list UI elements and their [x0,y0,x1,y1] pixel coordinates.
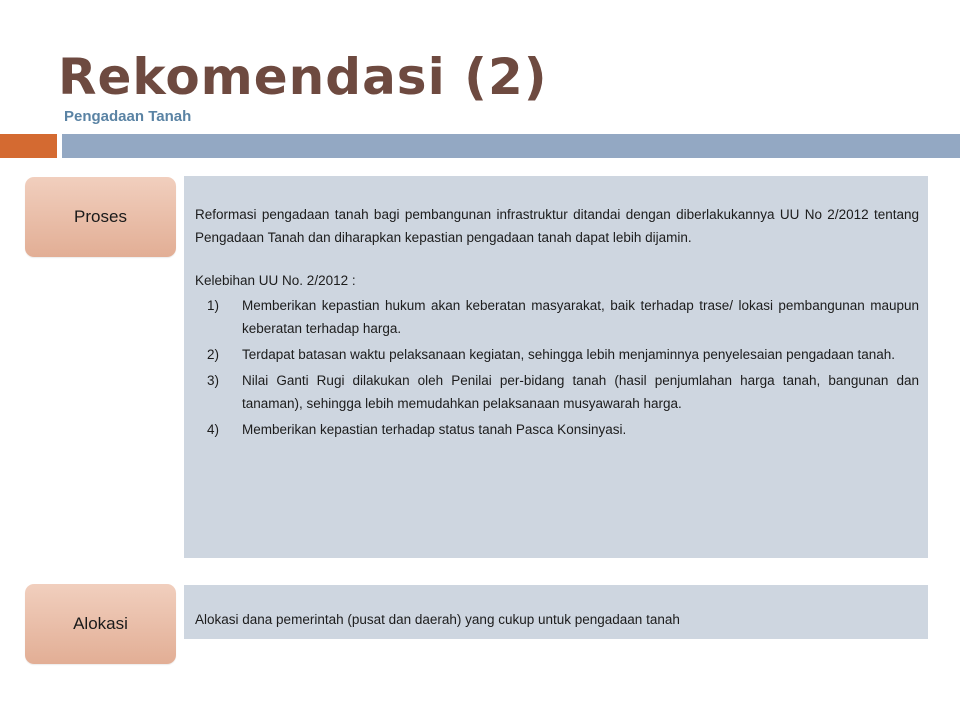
proses-label: Proses [74,207,127,226]
alokasi-text: Alokasi dana pemerintah (pusat dan daerah) yang cukup untuk pengadaan tanah [195,612,680,627]
list-item-text: Terdapat batasan waktu pelaksanaan kegiatan, sehingga lebih menjaminnya penyelesaian pengadaan tanah. [242,347,895,362]
list-item-text: Memberikan kepastian terhadap status tanah Pasca Konsinyasi. [242,422,627,437]
header-accent-orange-bar [0,134,57,158]
list-item-text: Nilai Ganti Rugi dilakukan oleh Penilai per-bidang tanah (hasil penjumlahan harga tanah, bangunan dan tanaman), sehingga lebih memudahkan pelaksanaan musyawarah harga. [242,373,919,411]
list-item-number: 1) [207,298,220,313]
advantages-list [195,294,919,441]
proses-content-panel [184,176,928,558]
list-item-number: 3) [207,373,220,388]
proses-label-box [25,177,176,257]
alokasi-label: Alokasi [73,614,128,633]
header-accent-blue-bar [62,134,960,158]
list-item [195,369,919,415]
list-item [195,343,919,366]
list-item-text: Memberikan kepastian hukum akan keberatan masyarakat, baik terhadap trase/ lokasi pembangunan maupun keberatan terhadap harga. [242,298,919,336]
advantages-title: Kelebihan UU No. 2/2012 : [195,273,356,288]
list-item-number: 4) [207,422,220,437]
list-item-number: 2) [207,347,220,362]
alokasi-label-box [25,584,176,664]
slide-title: Rekomendasi (2) [58,48,548,106]
proses-paragraph: Reformasi pengadaan tanah bagi pembangunan infrastruktur ditandai dengan diberlakukannya UU No 2/2012 tentang Pengadaan Tanah dan diharapkan kepastian pengadaan tanah dapat lebih dijamin. [195,207,919,245]
slide-subtitle: Pengadaan Tanah [64,108,192,125]
list-item [195,418,919,441]
alokasi-content-panel [184,585,928,639]
list-item [195,294,919,340]
